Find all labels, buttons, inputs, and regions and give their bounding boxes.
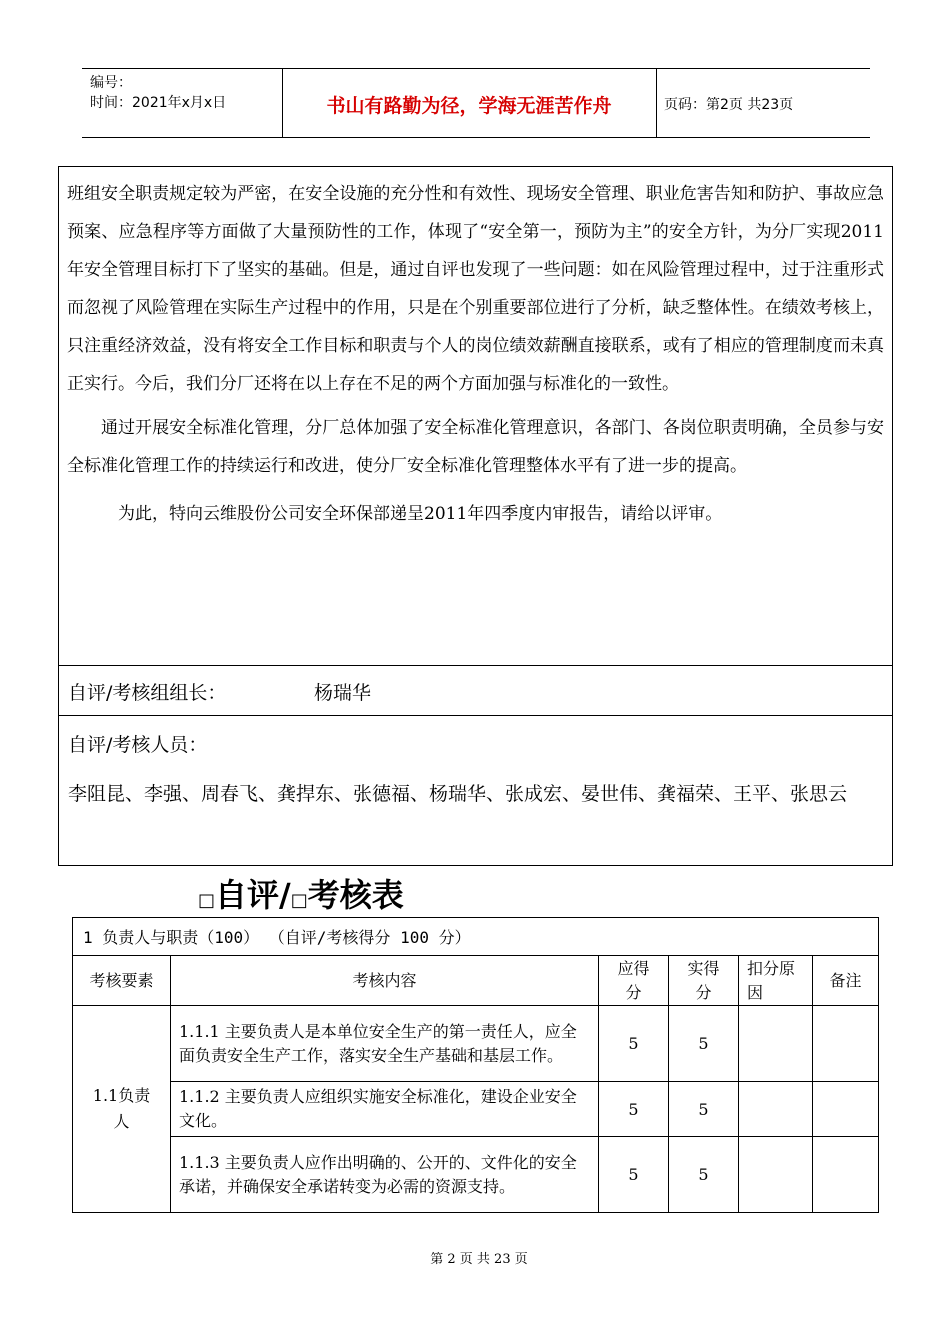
header-content: 考核内容	[171, 956, 599, 1006]
due-score-cell: 5	[599, 1006, 669, 1082]
content-cell: 1.1.2 主要负责人应组织实施安全标准化，建设企业安全文化。	[171, 1082, 599, 1137]
report-box	[58, 166, 893, 866]
leader-label: 自评/考核组组长：	[68, 682, 227, 704]
header-deduction-reason: 扣分原因	[739, 956, 813, 1006]
table-header-row	[73, 956, 879, 1006]
date-label: 时间：2021年x月x日	[90, 95, 227, 111]
header-actual-score: 实得分	[669, 956, 739, 1006]
leader-name: 杨瑞华	[314, 682, 372, 704]
table-caption: 1 负责人与职责（100） （自评/考核得分 100 分）	[73, 918, 879, 956]
actual-score-cell: 5	[669, 1137, 739, 1213]
due-score-cell: 5	[599, 1082, 669, 1137]
members-list: 李阻昆、李强、周春飞、龚捍东、张德福、杨瑞华、张成宏、晏世伟、龚福荣、王平、张思云	[68, 783, 848, 805]
checkbox-icon: □	[198, 890, 216, 911]
assessment-table	[72, 917, 879, 1213]
table-row	[73, 1137, 879, 1213]
header-due-score: 应得分	[599, 956, 669, 1006]
members-label: 自评/考核人员：	[68, 734, 208, 756]
deduction-reason-cell	[739, 1082, 813, 1137]
title-self-eval: 自评/	[215, 876, 291, 914]
report-body	[59, 167, 892, 665]
page-header	[82, 68, 870, 138]
due-score-cell: 5	[599, 1137, 669, 1213]
title-assessment-table: 考核表	[307, 876, 404, 914]
remarks-cell	[813, 1137, 879, 1213]
actual-score-cell: 5	[669, 1082, 739, 1137]
report-paragraph: 通过开展安全标准化管理，分厂总体加强了安全标准化管理意识，各部门、各岗位职责明确，全员参与安全标准化管理工作的持续运行和改进，使分厂安全标准化管理整体水平有了进一步的提高。	[67, 418, 884, 476]
table-row	[73, 1082, 879, 1137]
content-cell: 1.1.3 主要负责人应作出明确的、公开的、文件化的安全承诺，并确保安全承诺转变为必需的资源支持。	[171, 1137, 599, 1213]
header-meta	[90, 73, 226, 113]
content-cell: 1.1.1 主要负责人是本单位安全生产的第一责任人，应全面负责安全生产工作，落实安全生产基础和基层工作。	[171, 1006, 599, 1082]
checkbox-icon: □	[290, 890, 308, 911]
report-paragraph: 为此，特向云维股份公司安全环保部递呈2011年四季度内审报告，请给以评审。	[118, 504, 723, 524]
report-paragraph: 班组安全职责规定较为严密，在安全设施的充分性和有效性、现场安全管理、职业危害告知和防护、事故应急预案、应急程序等方面做了大量预防性的工作，体现了“安全第一，预防为主”的安全方针，为分厂实现2011年安全管理目标打下了坚实的基础。但是，通过自评也发现了一些问题：如在风险管理过程中，过于注重形式而忽视了风险管理在实际生产过程中的作用，只是在个别重要部位进行了分析，缺乏整体性。在绩效考核上，只注重经济效益，没有将安全工作目标和职责与个人的岗位绩效薪酬直接联系，或有了相应的管理制度而未真正实行。今后，我们分厂还将在以上存在不足的两个方面加强与标准化的一致性。	[67, 184, 884, 394]
section-title	[198, 870, 404, 916]
header-page-number: 页码：第2页 共23页	[664, 97, 794, 113]
header-element: 考核要素	[73, 956, 171, 1006]
remarks-cell	[813, 1082, 879, 1137]
actual-score-cell: 5	[669, 1006, 739, 1082]
table-caption-row	[73, 918, 879, 956]
header-divider	[656, 69, 657, 137]
table-row	[73, 1006, 879, 1082]
header-remarks: 备注	[813, 956, 879, 1006]
leader-row	[59, 665, 892, 715]
page-footer: 第 2 页 共 23 页	[430, 1252, 528, 1267]
header-motto: 书山有路勤为径，学海无涯苦作舟	[326, 95, 612, 117]
deduction-reason-cell	[739, 1137, 813, 1213]
number-label: 编号：	[90, 75, 132, 91]
remarks-cell	[813, 1006, 879, 1082]
members-row	[59, 715, 892, 865]
deduction-reason-cell	[739, 1006, 813, 1082]
element-cell: 1.1负责人	[73, 1006, 171, 1213]
